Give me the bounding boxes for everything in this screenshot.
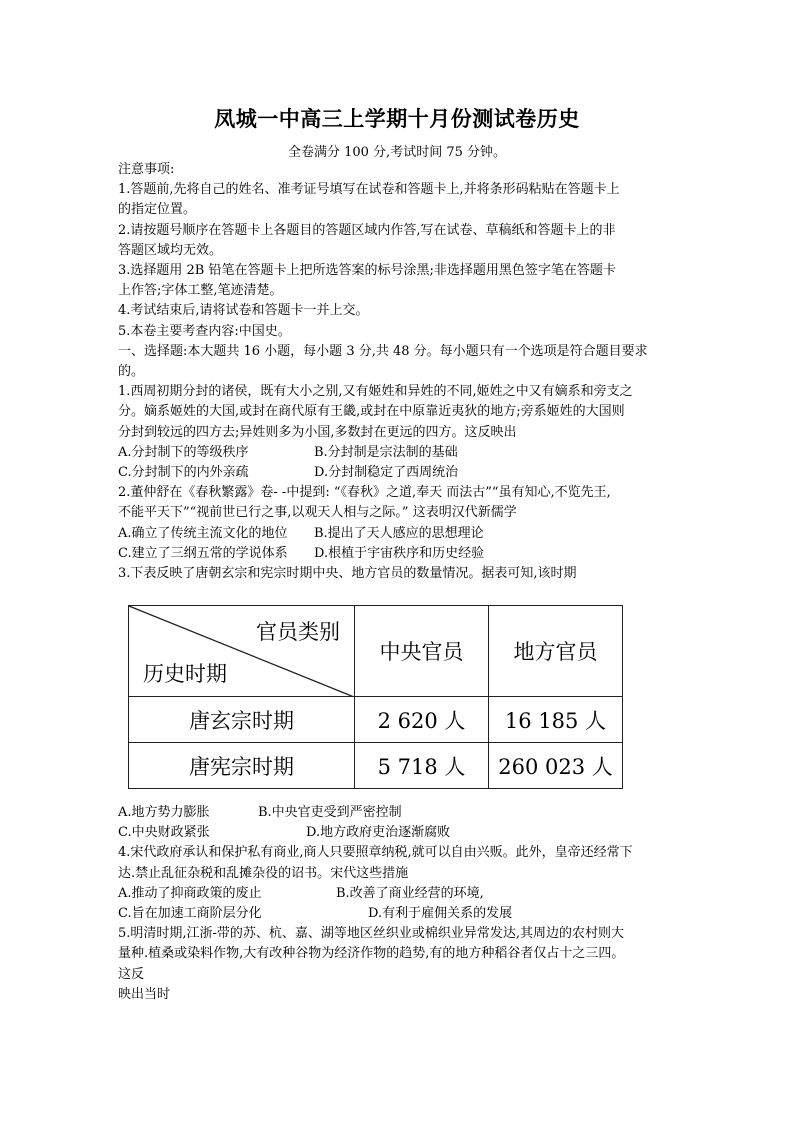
question-3-options-row — [118, 823, 678, 843]
question-3-options-row — [118, 803, 678, 823]
header-central: 中央官员 — [355, 606, 489, 697]
option-d: D.有利于雇佣关系的发展 — [368, 906, 513, 922]
option-b: B.分封制是宗法制的基础 — [314, 444, 458, 460]
option-d: D.分封制稳定了西周统治 — [314, 465, 459, 481]
question-1-text: 分封到较远的四方去;异姓则多为小国,多数封在更远的四方。这反映出 — [118, 424, 517, 440]
question-1-text: 分。嫡系姬姓的大国,或封在商代原有王畿,或封在中原靠近夷狄的地方;旁系姬姓的大国则 — [118, 404, 625, 420]
note-line: 3.选择题用 2B 铅笔在答题卡上把所选答案的标号涂黑;非选择题用黑色签字笔在答题卡 — [118, 263, 616, 279]
note-line: 上作答;字体工整,笔迹清楚。 — [118, 283, 283, 299]
option-a: A.推动了抑商政策的废止 — [118, 885, 262, 901]
row-central: 2 620 人 — [355, 697, 489, 743]
option-b: B.中央官吏受到严密控制 — [258, 805, 402, 820]
question-1-options-row — [118, 463, 678, 483]
question-4-text: 达.禁止乱征杂税和乱摊杂役的诏书。宋代这些措施 — [118, 865, 409, 881]
note-line: 2.请按题号顺序在答题卡上各题目的答题区域内作答,写在试卷、草稿纸和答题卡上的非 — [118, 222, 616, 238]
table-diagonal-header — [129, 606, 355, 697]
question-4-options-row — [118, 904, 678, 924]
question-4-options-row — [118, 884, 678, 904]
option-b: B.改善了商业经营的环境, — [336, 885, 484, 901]
page-title: 凤城一中高三上学期十月份测试卷历史 — [214, 107, 580, 131]
exam-body-upper — [118, 160, 678, 584]
question-5-text: 映出当时 — [118, 986, 171, 1002]
option-c: C.分封制下的内外亲疏 — [118, 465, 249, 481]
option-a: A.确立了传统主流文化的地位 — [118, 525, 288, 541]
row-period: 唐玄宗时期 — [129, 697, 355, 743]
option-b: B.提出了天人感应的思想理论 — [314, 525, 484, 541]
question-1-text: 1.西周初期分封的诸侯，既有大小之别,又有姬姓和异姓的不同,姬姓之中又有嫡系和旁支之 — [118, 384, 633, 400]
header-local: 地方官员 — [489, 606, 623, 697]
question-2-options-row — [118, 544, 678, 564]
option-c: C.中央财政紧张 — [118, 825, 210, 841]
table-row — [129, 743, 623, 789]
question-5-text: 5.明清时期,江浙-带的苏、杭、嘉、湖等地区丝织业或棉织业异常发达,其周边的农村则大 — [118, 926, 625, 942]
question-4-text: 4.宋代政府承认和保护私有商业,商人只要照章纳税,就可以自由兴贩。此外，皇帝还经常下 — [118, 845, 633, 861]
row-local: 16 185 人 — [489, 697, 623, 743]
row-central: 5 718 人 — [355, 743, 489, 789]
official-count-table — [128, 605, 623, 789]
row-local: 260 023 人 — [489, 743, 623, 789]
section-heading: 的。 — [118, 364, 145, 380]
option-a: A.分封制下的等级秩序 — [118, 444, 249, 460]
section-heading: 一、选择题:本大题共 16 小题，每小题 3 分,共 48 分。每小题只有一个选项是符合题目要求 — [118, 343, 648, 359]
exam-body-lower — [118, 803, 678, 1005]
question-2-options-row — [118, 524, 678, 544]
header-period: 历史时期 — [143, 662, 227, 686]
question-3-text: 3.下表反映了唐朝玄宗和宪宗时期中央、地方官员的数量情况。据表可知,该时期 — [118, 566, 577, 582]
question-2-text: 不能平天下”“视前世已行之事,以观天人相与之际。” 这表明汉代新儒学 — [118, 505, 517, 521]
option-a: A.地方势力膨胀 — [118, 805, 210, 820]
option-c: C.建立了三纲五常的学说体系 — [118, 545, 288, 561]
note-line: 5.本卷主要考查内容:中国史。 — [118, 323, 291, 339]
option-d: D.地方政府吏治逐渐腐败 — [306, 825, 451, 841]
note-line: 1.答题前,先将自己的姓名、准考证号填写在试卷和答题卡上,并将条形码粘贴在答题卡上 — [118, 182, 620, 198]
table-row — [129, 697, 623, 743]
note-line: 的指定位置。 — [118, 202, 197, 218]
note-line: 4.考试结束后,请将试卷和答题卡一并上交。 — [118, 303, 369, 319]
question-5-text: 这反 — [118, 966, 145, 982]
header-category: 官员类别 — [256, 620, 340, 644]
note-line: 答题区域均无效。 — [118, 242, 223, 258]
option-c: C.旨在加速工商阶层分化 — [118, 906, 262, 922]
question-5-text: 量种.植桑或染料作物,大有改种谷物为经济作物的趋势,有的地方种稻谷者仅占十之三四。 — [118, 946, 625, 962]
notes-heading: 注意事项: — [118, 162, 175, 177]
row-period: 唐宪宗时期 — [129, 743, 355, 789]
question-2-text: 2.董仲舒在《春秋繁露》卷- -中提到: “《春秋》之道,奉天 而法古”“虽有知心,不览先王, — [118, 485, 611, 501]
question-1-options-row — [118, 443, 678, 463]
exam-subtitle: 全卷满分 100 分,考试时间 75 分钟。 — [287, 145, 507, 160]
option-d: D.根植于宇宙秩序和历史经验 — [314, 545, 485, 561]
